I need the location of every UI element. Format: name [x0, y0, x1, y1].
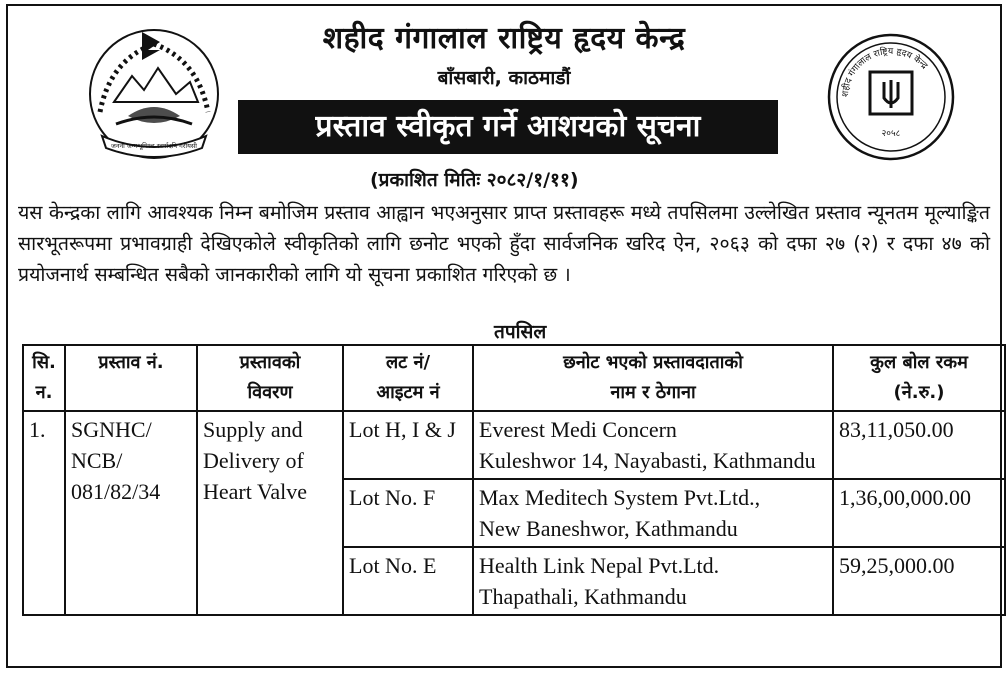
table-header-row [23, 345, 1005, 411]
col-amount: कुल बोल रकम (ने.रु.) [833, 345, 1005, 411]
col-lot: लट नं/ आइटम नं [343, 345, 473, 411]
lot-cell: Lot No. F [343, 479, 473, 547]
col-proposal-no: प्रस्ताव नं. [65, 345, 197, 411]
published-date: (प्रकाशित मितिः २०८२/१/११) [370, 169, 579, 191]
amount-cell: 59,25,000.00 [833, 547, 1005, 615]
col-bidder: छनोट भएको प्रस्तावदाताको नाम र ठेगाना [473, 345, 833, 411]
lot-cell: Lot H, I & J [343, 411, 473, 479]
col-serial: सि. न. [23, 345, 65, 411]
proposal-no-cell: SGNHC/ NCB/ 081/82/34 [65, 411, 197, 615]
description-cell: Supply and Delivery of Heart Valve [197, 411, 343, 615]
col-description: प्रस्तावको विवरण [197, 345, 343, 411]
organization-name: शहीद गंगालाल राष्ट्रिय हृदय केन्द्र [322, 21, 686, 56]
lot-cell: Lot No. E [343, 547, 473, 615]
award-table [22, 344, 1006, 616]
notice-page [6, 4, 1002, 668]
hospital-seal-icon [826, 32, 956, 162]
organization-address: बाँसबारी, काठमाडौं [437, 67, 571, 89]
table-row [23, 411, 1005, 479]
serial-cell: 1. [23, 411, 65, 615]
bidder-cell: Health Link Nepal Pvt.Ltd. Thapathali, Kathmandu [473, 547, 833, 615]
bidder-cell: Max Meditech System Pvt.Ltd., New Baneshwor, Kathmandu [473, 479, 833, 547]
amount-cell: 1,36,00,000.00 [833, 479, 1005, 547]
notice-text: यस केन्द्रका लागि आवश्यक निम्न बमोजिम प्रस्ताव आह्वान भएअनुसार प्राप्त प्रस्तावहरू मध्ये तपसिलमा उल्लेखित प्रस्ताव न्यूनतम मूल्याङ्कित सारभूतरूपमा प्रभावग्राही देखिएकोले स्वीकृतिको लागि छनोट भएको हुँदा सार्वजनिक खरिद ऐन, २०६३ को दफा २७ (२) र दफा ४७ को प्रयोजनार्थ सम्बन्धित सबैको जानकारीको लागि यो सूचना प्रकाशित गरिएको छ । [18, 201, 990, 286]
bidder-cell: Everest Medi Concern Kuleshwor 14, Nayabasti, Kathmandu [473, 411, 833, 479]
amount-cell: 83,11,050.00 [833, 411, 1005, 479]
emblem-motto: जननी जन्मभूमिश्च स्वर्गादपि गरीयसी [111, 142, 197, 150]
notice-title: प्रस्ताव स्वीकृत गर्ने आशयको सूचना [238, 100, 778, 154]
seal-year: २०५८ [881, 129, 901, 139]
schedule-label: तपसिल [494, 321, 547, 343]
seal-text: शहीद गंगालाल राष्ट्रिय हृदय केन्द्र [840, 46, 930, 98]
